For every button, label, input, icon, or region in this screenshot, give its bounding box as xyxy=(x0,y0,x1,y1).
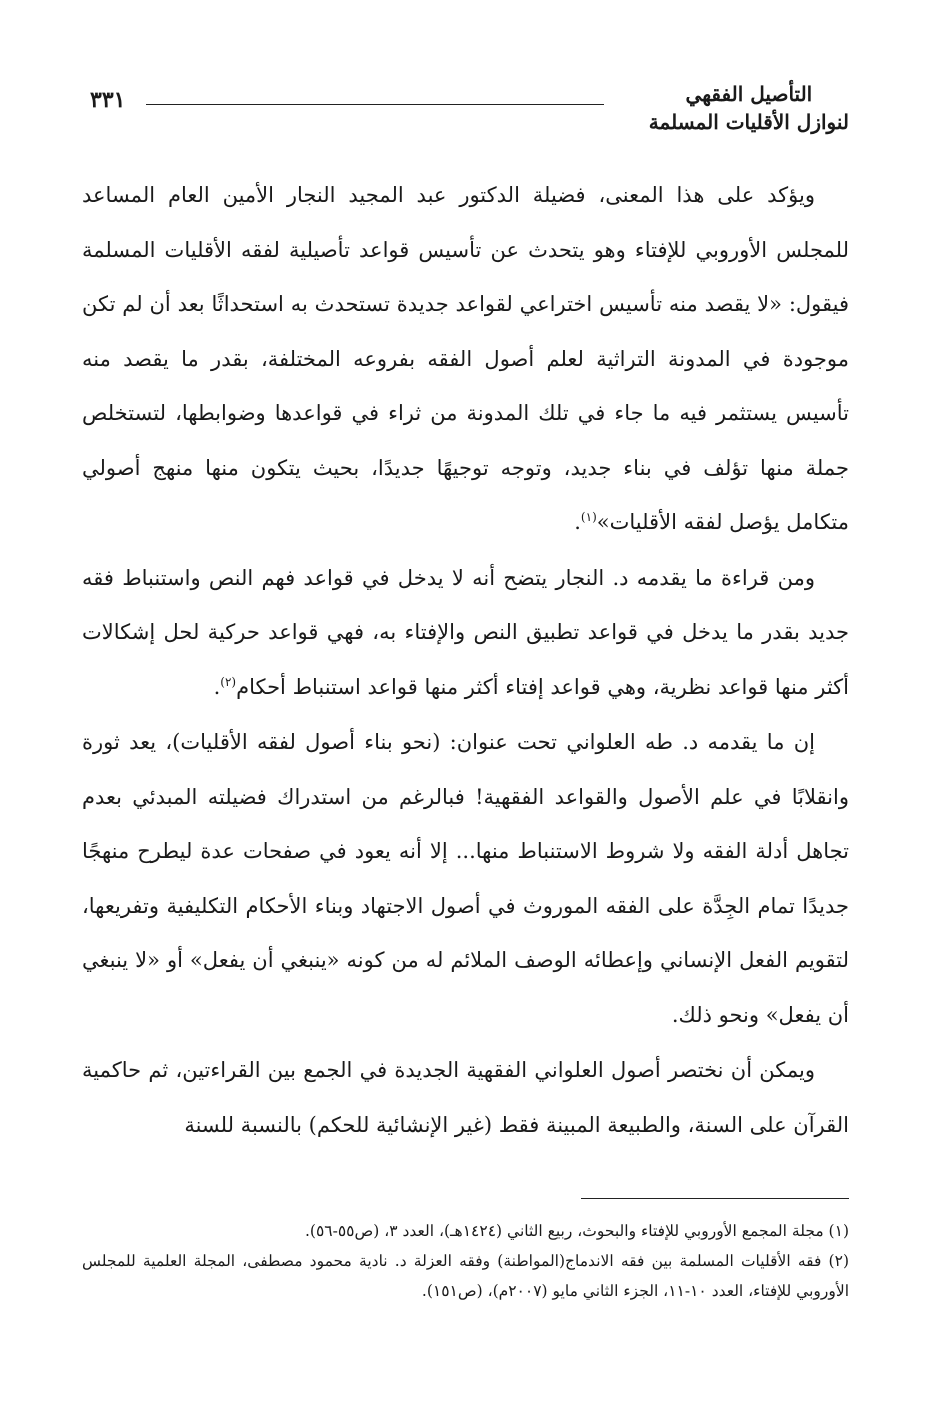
paragraph-4 xyxy=(82,1043,849,1152)
footnote-rule xyxy=(581,1198,849,1199)
paragraph-tail: . xyxy=(213,674,221,699)
footnote-2: (٢) فقه الأقليات المسلمة بين فقه الاندماج(المواطنة) وفقه العزلة د. نادية محمود مصطفى، المجلة العلمية للمجلس الأوروبي للإفتاء، العدد ١٠-١١، الجزء الثاني مايو (٢٠٠٧م)، (ص١٥١). xyxy=(82,1252,849,1300)
paragraph-1 xyxy=(82,168,849,550)
paragraph-text: ومن قراءة ما يقدمه د. النجار يتضح أنه لا يدخل في قواعد فهم النص واستنباط فقه جديد بقدر ما يدخل في قواعد تطبيق النص والإفتاء به، فهي قواعد حركية لحل إشكالات أكثر منها قواعد نظرية، وهي قواعد إفتاء أكثر منها قواعد استنباط أحكام xyxy=(82,565,849,699)
running-header xyxy=(90,80,849,142)
paragraph-text: إن ما يقدمه د. طه العلواني تحت عنوان: (نحو بناء أصول لفقه الأقليات)، يعد ثورة وانقلابًا في علم الأصول والقواعد الفقهية! فبالرغم من استدراك فضيلته المبدئي بعدم تجاهل أدلة الفقه ولا شروط الاستنباط منها... إلا أنه يعود في صفحات عدة ليطرح منهجًا جديدًا تمام الجِدَّة على الفقه الموروث في أصول الاجتهاد وبناء الأحكام التكليفية وتفريعها، لتقويم الفعل الإنساني وإعطائه الوصف الملائم له من كونه «ينبغي أن يفعل» أو «لا ينبغي أن يفعل» ونحو ذلك. xyxy=(82,730,849,1027)
header-title-line-2: لنوازل الأقليات المسلمة xyxy=(648,110,849,134)
footnote-ref-1: (١) xyxy=(580,510,597,524)
footnotes xyxy=(82,1216,849,1306)
paragraph-2 xyxy=(82,551,849,715)
body-text xyxy=(82,168,849,1152)
running-header-title xyxy=(649,80,849,136)
page-number: ٣٣١ xyxy=(90,87,126,113)
paragraph-text: ويمكن أن نختصر أصول العلواني الفقهية الجديدة في الجمع بين القراءتين، ثم حاكمية القرآن على السنة، والطبيعة المبينة فقط (غير الإنشائية للحكم) بالنسبة للسنة xyxy=(82,1058,849,1137)
paragraph-3 xyxy=(82,715,849,1042)
footnote-1: (١) مجلة المجمع الأوروبي للإفتاء والبحوث، ربيع الثاني (١٤٢٤هـ)، العدد ٣، (ص٥٥-٥٦). xyxy=(304,1222,849,1240)
paragraph-tail: . xyxy=(574,510,581,534)
paragraph-text: ويؤكد على هذا المعنى، فضيلة الدكتور عبد المجيد النجار الأمين العام المساعد للمجلس الأوروبي للإفتاء وهو يتحدث عن تأسيس قواعد تأصيلية لفقه الأقليات المسلمة فيقول: «لا يقصد منه تأسيس اختراعي لقواعد جديدة تستحدث به استحداثًا بعد أن لم تكن موجودة في المدونة التراثية لعلم أصول الفقه بفروعه المختلفة، بقدر ما يقصد منه تأسيس يستثمر فيه ما جاء في تلك المدونة من ثراء في قواعدها وضوابطها، لتستخلص جملة منها تؤلف في بناء جديد، وتوجه توجيهًا جديدًا، بحيث يتكون منها منهج أصولي متكامل يؤصل لفقه الأقليات» xyxy=(82,183,849,534)
header-rule xyxy=(146,104,604,105)
footnote-ref-2: (٢) xyxy=(220,674,237,689)
header-title-line-1: التأصيل الفقهي xyxy=(685,82,813,106)
